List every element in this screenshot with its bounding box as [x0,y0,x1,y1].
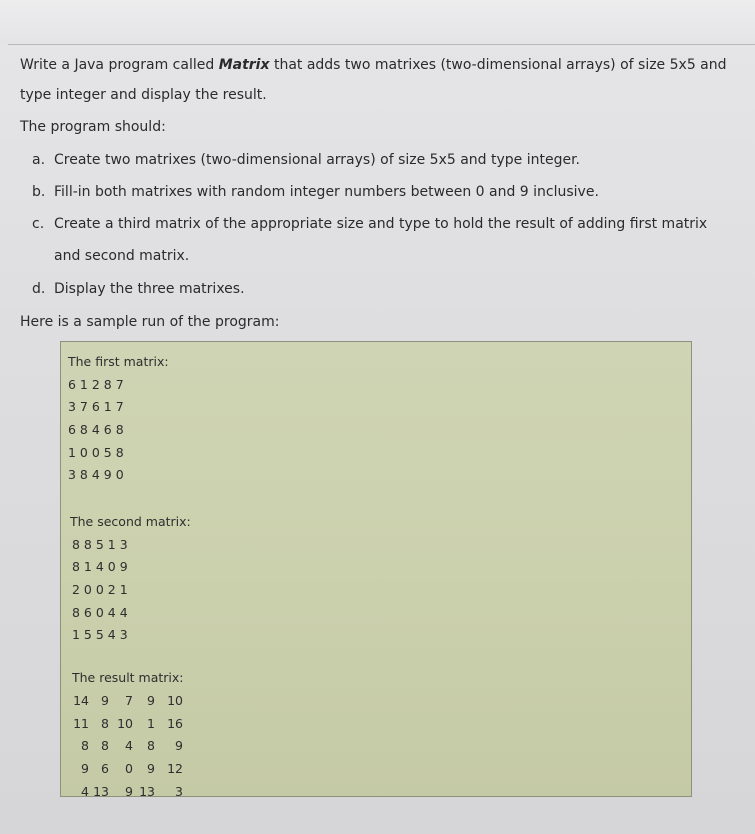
program-should-label: The program should: [20,119,166,135]
intro-text-start: Write a Java program called [20,57,219,73]
result-matrix-cell: 13 [93,784,109,799]
second-matrix-row: 8 1 4 0 9 [72,559,128,574]
requirement-text: Fill-in both matrixes with random integer numbers between 0 and 9 inclusive. [54,184,599,200]
intro-line-1 [20,57,727,73]
requirement-d [32,281,245,297]
result-matrix-cell: 13 [139,784,155,799]
result-matrix-cell: 8 [101,738,109,753]
result-matrix-cell: 12 [167,761,183,776]
requirement-c [32,216,707,232]
result-matrix-cell: 1 [147,716,155,731]
class-name-emphasis: Matrix [218,57,270,73]
header-divider [8,44,755,45]
page-header-strip [0,0,755,44]
result-matrix-cell: 9 [175,738,183,753]
result-matrix-cell: 3 [175,784,183,799]
result-matrix-cell: 9 [147,693,155,708]
intro-line-2: type integer and display the result. [20,87,267,103]
second-matrix-row: 2 0 0 2 1 [72,582,128,597]
second-matrix-row: 1 5 5 4 3 [72,627,128,642]
second-matrix-title: The second matrix: [70,514,191,529]
first-matrix-title: The first matrix: [68,354,169,369]
sample-run-label: Here is a sample run of the program: [20,314,280,330]
result-matrix-cell: 8 [147,738,155,753]
result-matrix-title: The result matrix: [72,670,184,685]
requirement-c-continued [32,248,189,264]
result-matrix-cell: 10 [167,693,183,708]
first-matrix-row: 6 1 2 8 7 [68,377,124,392]
requirement-b [32,184,599,200]
intro-text-end: that adds two matrixes (two-dimensional arrays) of size 5x5 and [269,57,727,73]
second-matrix-row: 8 6 0 4 4 [72,605,128,620]
result-matrix-cell: 11 [73,716,89,731]
sample-output-box [60,341,692,797]
result-matrix-cell: 9 [125,784,133,799]
requirement-text: Display the three matrixes. [54,281,245,297]
list-marker: b. [32,184,46,200]
result-matrix-cell: 7 [125,693,133,708]
result-matrix-cell: 10 [117,716,133,731]
result-matrix-cell: 9 [81,761,89,776]
first-matrix-row: 3 8 4 9 0 [68,467,124,482]
second-matrix-row: 8 8 5 1 3 [72,537,128,552]
result-matrix-cell: 4 [81,784,89,799]
result-matrix-cell: 9 [147,761,155,776]
requirement-a [32,152,580,168]
requirement-text: Create two matrixes (two-dimensional arrays) of size 5x5 and type integer. [54,152,581,168]
result-matrix-cell: 0 [125,761,133,776]
first-matrix-row: 1 0 0 5 8 [68,445,124,460]
result-matrix-cell: 8 [101,716,109,731]
requirement-text: and second matrix. [54,248,190,264]
list-marker: d. [32,281,46,297]
first-matrix-row: 3 7 6 1 7 [68,399,124,414]
requirement-text: Create a third matrix of the appropriate size and type to hold the result of adding first matrix [54,216,708,232]
result-matrix-cell: 16 [167,716,183,731]
list-marker: a. [32,152,46,168]
first-matrix-row: 6 8 4 6 8 [68,422,124,437]
result-matrix-cell: 8 [81,738,89,753]
result-matrix-cell: 9 [101,693,109,708]
result-matrix-cell: 4 [125,738,133,753]
result-matrix-cell: 14 [73,693,89,708]
result-matrix-cell: 6 [101,761,109,776]
list-marker: c. [32,216,45,232]
